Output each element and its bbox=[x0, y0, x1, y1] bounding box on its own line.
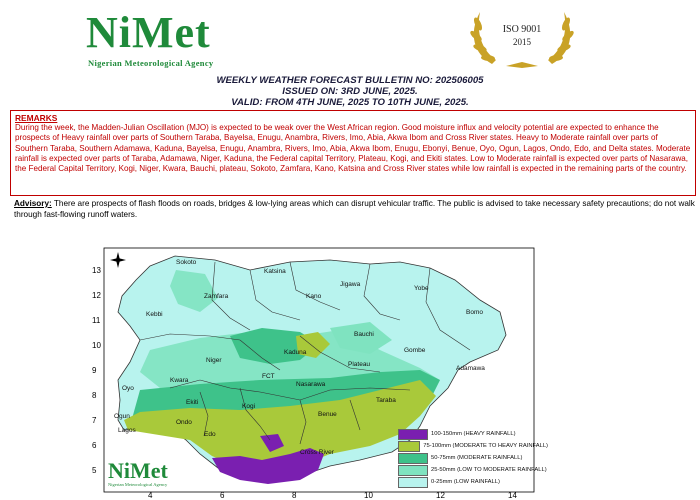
state-label-niger: Niger bbox=[206, 357, 222, 364]
y-tick-5: 5 bbox=[92, 466, 97, 475]
state-label-sokoto: Sokoto bbox=[176, 259, 197, 266]
x-tick-4: 4 bbox=[148, 491, 153, 500]
legend-item bbox=[398, 464, 548, 476]
rainfall-legend bbox=[398, 428, 548, 488]
state-label-ogun: Ogun bbox=[114, 413, 130, 420]
state-label-cross-river: Cross River bbox=[300, 449, 334, 456]
state-label-katsina: Katsina bbox=[264, 268, 286, 275]
advisory bbox=[14, 199, 698, 220]
x-tick-14: 14 bbox=[508, 491, 517, 500]
rainfall-map bbox=[0, 240, 700, 500]
y-tick-7: 7 bbox=[92, 416, 97, 425]
nigeria-rainfall-map bbox=[0, 240, 700, 500]
nimet-logo bbox=[86, 10, 266, 72]
bulletin-title: WEEKLY WEATHER FORECAST BULLETIN NO: 202506005 bbox=[216, 75, 484, 86]
state-label-jigawa: Jigawa bbox=[340, 281, 361, 288]
y-tick-13: 13 bbox=[92, 266, 101, 275]
state-label-gombe: Gombe bbox=[404, 347, 426, 354]
iso-badge bbox=[462, 4, 582, 70]
state-label-lagos: Lagos bbox=[118, 427, 136, 434]
y-tick-12: 12 bbox=[92, 291, 101, 300]
state-label-edo: Edo bbox=[204, 431, 216, 438]
state-label-nasarawa: Nasarawa bbox=[296, 381, 326, 388]
map-nimet-logo bbox=[108, 460, 198, 490]
y-tick-8: 8 bbox=[92, 391, 97, 400]
legend-label: 25-50mm (LOW TO MODERATE RAINFALL) bbox=[431, 467, 547, 473]
legend-label: 100-150mm (HEAVY RAINFALL) bbox=[431, 431, 516, 437]
legend-item bbox=[398, 476, 548, 488]
state-label-bauchi: Bauchi bbox=[354, 331, 374, 338]
state-label-ondo: Ondo bbox=[176, 419, 192, 426]
legend-swatch bbox=[398, 429, 428, 440]
y-axis bbox=[92, 266, 101, 475]
state-label-kwara: Kwara bbox=[170, 377, 189, 384]
legend-swatch bbox=[398, 465, 428, 476]
remarks-body: During the week, the Madden-Julian Oscillation (MJO) is expected to be weak over the West African region. Good moisture influx and velocity potential are expected to enhance the prospects of Heavy rainfall over parts of Southern Taraba, Bayelsa, Enugu, Anambra, Rivers, Imo, Abia, Akwa Ibom and Cross River states. Heavy to Moderate rainfall over parts of Southern Taraba, Southern Adamawa, Kaduna, Bayelsa, Enugu, Anambra, Rivers, Imo, Abia, Akwa Ibom, Enugu, Ebonyi, Benue, Oyo, Ogun, Lagos, Ondo, Edo, and Delta states. Moderate rainfall is expected over parts of Taraba, Adamawa, Niger, Kaduna, the Federal capital Territory, Plateau, Kogi, and Ekiti states. Low to Moderate rainfall is expected over parts of Nasarawa, the Federal Capital Territory, Kogi, Niger, Kwara, Bauchi, plateau, Sokoto, Zamfara, Kano, Katsina and Cross River states while low rainfall is expected in the remaining parts of the country. bbox=[15, 123, 691, 174]
x-tick-8: 8 bbox=[292, 491, 297, 500]
state-label-yobe: Yobe bbox=[414, 285, 429, 292]
legend-label: 75-100mm (MODERATE TO HEAVY RAINFALL) bbox=[423, 443, 548, 449]
bulletin-issued: ISSUED ON: 3RD JUNE, 2025. bbox=[282, 86, 418, 97]
legend-swatch bbox=[398, 453, 428, 464]
iso-year: 2015 bbox=[513, 37, 531, 47]
state-label-kogi: Kogi bbox=[242, 403, 256, 410]
legend-item bbox=[398, 428, 548, 440]
y-tick-6: 6 bbox=[92, 441, 97, 450]
logo-subtitle: Nigerian Meteorological Agency bbox=[88, 58, 214, 68]
legend-swatch bbox=[398, 441, 420, 452]
advisory-label: Advisory: bbox=[14, 199, 52, 208]
advisory-text: There are prospects of flash floods on roads, bridges & low-lying areas which can disrupt vehicular traffic. The public is advised to take necessary safety precautions; do not walk through fast-flowing runoff waters. bbox=[14, 199, 695, 219]
legend-item bbox=[398, 440, 548, 452]
state-label-plateau: Plateau bbox=[348, 361, 371, 368]
state-label-benue: Benue bbox=[318, 411, 337, 418]
state-label-oyo: Oyo bbox=[122, 385, 134, 392]
x-tick-10: 10 bbox=[364, 491, 373, 500]
state-label-kebbi: Kebbi bbox=[146, 311, 163, 318]
state-label-kaduna: Kaduna bbox=[284, 349, 307, 356]
remarks-title: REMARKS bbox=[15, 113, 58, 123]
legend-item bbox=[398, 452, 548, 464]
iso-standard: ISO 9001 bbox=[502, 24, 542, 35]
x-tick-6: 6 bbox=[220, 491, 225, 500]
y-tick-9: 9 bbox=[92, 366, 97, 375]
state-label-adamawa: Adamawa bbox=[456, 365, 485, 372]
x-tick-12: 12 bbox=[436, 491, 445, 500]
state-label-taraba: Taraba bbox=[376, 397, 396, 404]
state-label-zamfara: Zamfara bbox=[204, 293, 229, 300]
state-label-ekiti: Ekiti bbox=[186, 399, 199, 406]
logo-text: NiMet bbox=[86, 8, 211, 57]
y-tick-11: 11 bbox=[92, 316, 101, 325]
map-logo-subtitle: Nigerian Meteorological Agency bbox=[108, 482, 168, 487]
remarks-box bbox=[10, 110, 696, 196]
state-label-fct: FCT bbox=[262, 373, 275, 380]
legend-label: 0-25mm (LOW RAINFALL) bbox=[431, 479, 500, 485]
bulletin-valid: VALID: FROM 4TH JUNE, 2025 TO 10TH JUNE, 2025. bbox=[231, 97, 469, 108]
state-label-bomo: Bomo bbox=[466, 309, 483, 316]
state-label-kano: Kano bbox=[306, 293, 322, 300]
legend-label: 50-75mm (MODERATE RAINFALL) bbox=[431, 455, 523, 461]
map-logo-text: NiMet bbox=[108, 458, 168, 483]
y-tick-10: 10 bbox=[92, 341, 101, 350]
legend-swatch bbox=[398, 477, 428, 488]
